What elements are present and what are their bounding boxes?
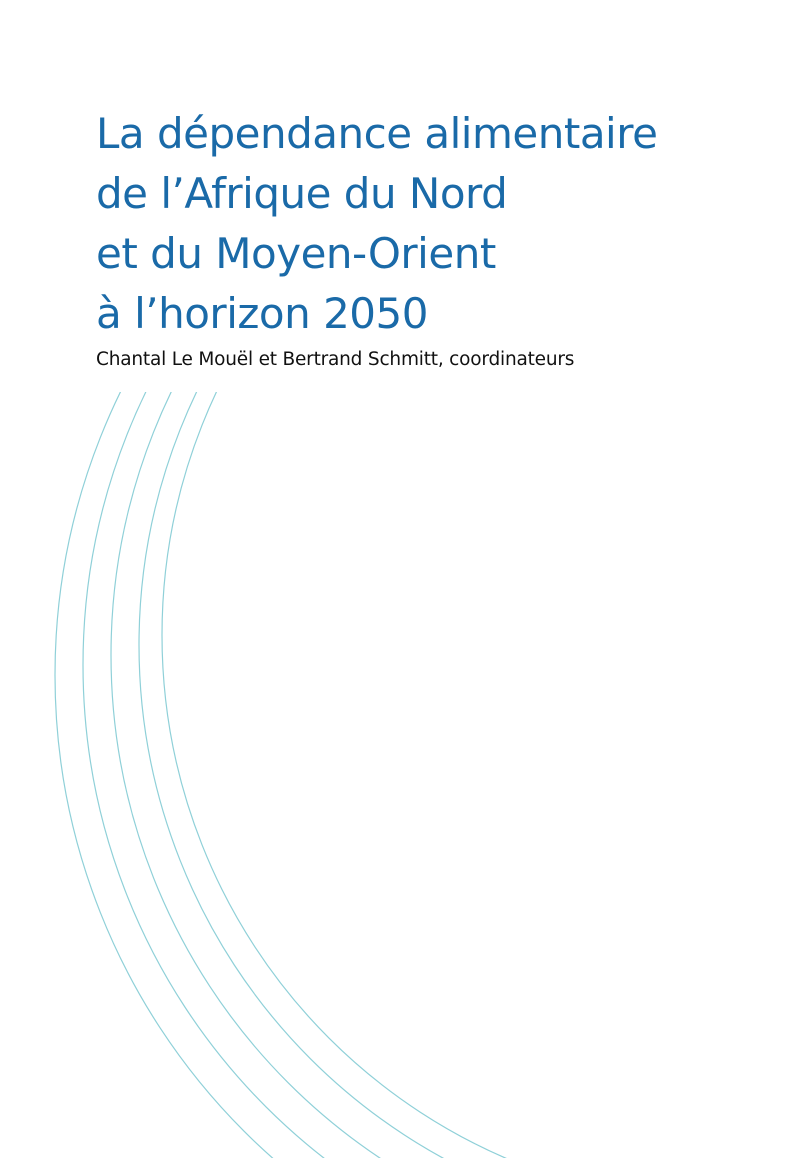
book-title (96, 104, 776, 344)
title-line-1: La dépendance alimentaire (96, 109, 658, 158)
title-line-4: à l’horizon 2050 (96, 289, 428, 338)
title-line-3: et du Moyen-Orient (96, 229, 496, 278)
title-line-2: de l’Afrique du Nord (96, 169, 508, 218)
authors-line: Chantal Le Mouël et Bertrand Schmitt, coordinateurs (96, 349, 575, 370)
